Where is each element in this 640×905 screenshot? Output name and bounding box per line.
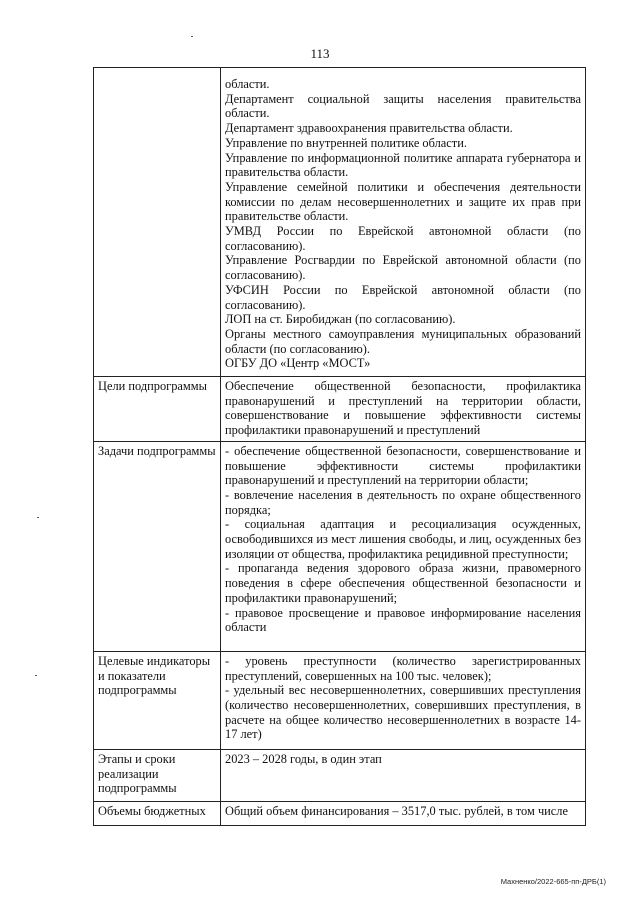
row-label: Целевые индикаторы и показатели подпрограммы <box>94 651 221 749</box>
paragraph: ОГБУ ДО «Центр «МОСТ» <box>225 356 371 371</box>
paragraph: Управление по информационной политике аппарата губернатора и правительства области. <box>225 150 581 180</box>
row-label: Цели подпрограммы <box>94 377 221 442</box>
paragraph: - пропаганда ведения здорового образа жизни, правомерного поведения в сфере обеспечения общественной безопасности и профилактики правонарушений; <box>225 561 581 605</box>
paragraph: - вовлечение населения в деятельность по охране общественного порядка; <box>225 487 581 517</box>
table-row-coexecutors <box>94 68 586 377</box>
paragraph: Обеспечение общественной безопасности, профилактика правонарушений и преступлений на территории области, совершенствование и повышение эффективности системы профилактики правонарушений и преступлений <box>225 379 581 438</box>
paragraph: - обеспечение общественной безопасности, совершенствование и повышение эффективности системы профилактики правонарушений и преступлений на территории области; <box>225 443 581 488</box>
paragraph: ЛОП на ст. Биробиджан (по согласованию). <box>225 312 456 327</box>
table-row-goals <box>94 377 586 442</box>
scan-speck <box>37 517 39 518</box>
paragraph: области. <box>225 77 270 91</box>
scan-speck <box>35 675 37 676</box>
row-content <box>221 68 586 377</box>
table-row-tasks <box>94 441 586 651</box>
page-number: 113 <box>310 46 330 61</box>
paragraph: Управление по внутренней политике области. <box>225 135 467 150</box>
paragraph: УМВД России по Еврейской автономной области (по согласованию). <box>225 224 581 253</box>
row-content <box>221 441 586 651</box>
paragraph: УФСИН России по Еврейской автономной области (по согласованию). <box>225 282 581 312</box>
scan-speck <box>191 36 193 37</box>
paragraph: Общий объем финансирования – 3517,0 тыс. рублей, в том числе <box>225 803 568 818</box>
row-label: Этапы и сроки реализации подпрограммы <box>94 749 221 801</box>
subprogram-passport-table <box>93 67 586 826</box>
paragraph: Управление Росгвардии по Еврейской автономной области (по согласованию). <box>225 253 581 283</box>
row-content <box>221 377 586 442</box>
row-content <box>221 749 586 801</box>
row-label: Задачи подпрограммы <box>94 441 221 651</box>
paragraph: - социальная адаптация и ресоциализация осужденных, освободившихся из мест лишения свободы, и лиц, осужденных без изоляции от общества, профилактика рецидивной преступности; <box>225 517 581 561</box>
row-label: Объемы бюджетных <box>94 801 221 825</box>
table-row-indicators <box>94 651 586 749</box>
paragraph: - правовое просвещение и правовое информирование населения области <box>225 605 581 635</box>
row-content <box>221 651 586 749</box>
table-row-stages <box>94 749 586 801</box>
paragraph: Департамент здравоохранения правительства области. <box>225 121 513 136</box>
row-content <box>221 801 586 825</box>
table-row-budget <box>94 801 586 825</box>
paragraph: - удельный вес несовершеннолетних, совершивших преступления (количество несовершеннолетних, совершивших преступления, в расчете на общее количество несовершеннолетних в возрасте 14-17 лет) <box>225 683 581 742</box>
paragraph: Органы местного самоуправления муниципальных образований области (по согласованию). <box>225 326 581 356</box>
paragraph: - уровень преступности (количество зарегистрированных преступлений, совершенных на 100 тыс. человек); <box>225 653 581 683</box>
paragraph: Департамент социальной защиты населения правительства области. <box>225 91 581 121</box>
row-label <box>94 68 221 377</box>
paragraph: Управление семейной политики и обеспечения деятельности комиссии по делам несовершеннолетних и защите их прав при правительстве области. <box>225 179 581 224</box>
paragraph: 2023 – 2028 годы, в один этап <box>225 751 382 766</box>
footer-document-code: Махненко/2022-665-пп-ДРБ(1) <box>500 877 606 886</box>
